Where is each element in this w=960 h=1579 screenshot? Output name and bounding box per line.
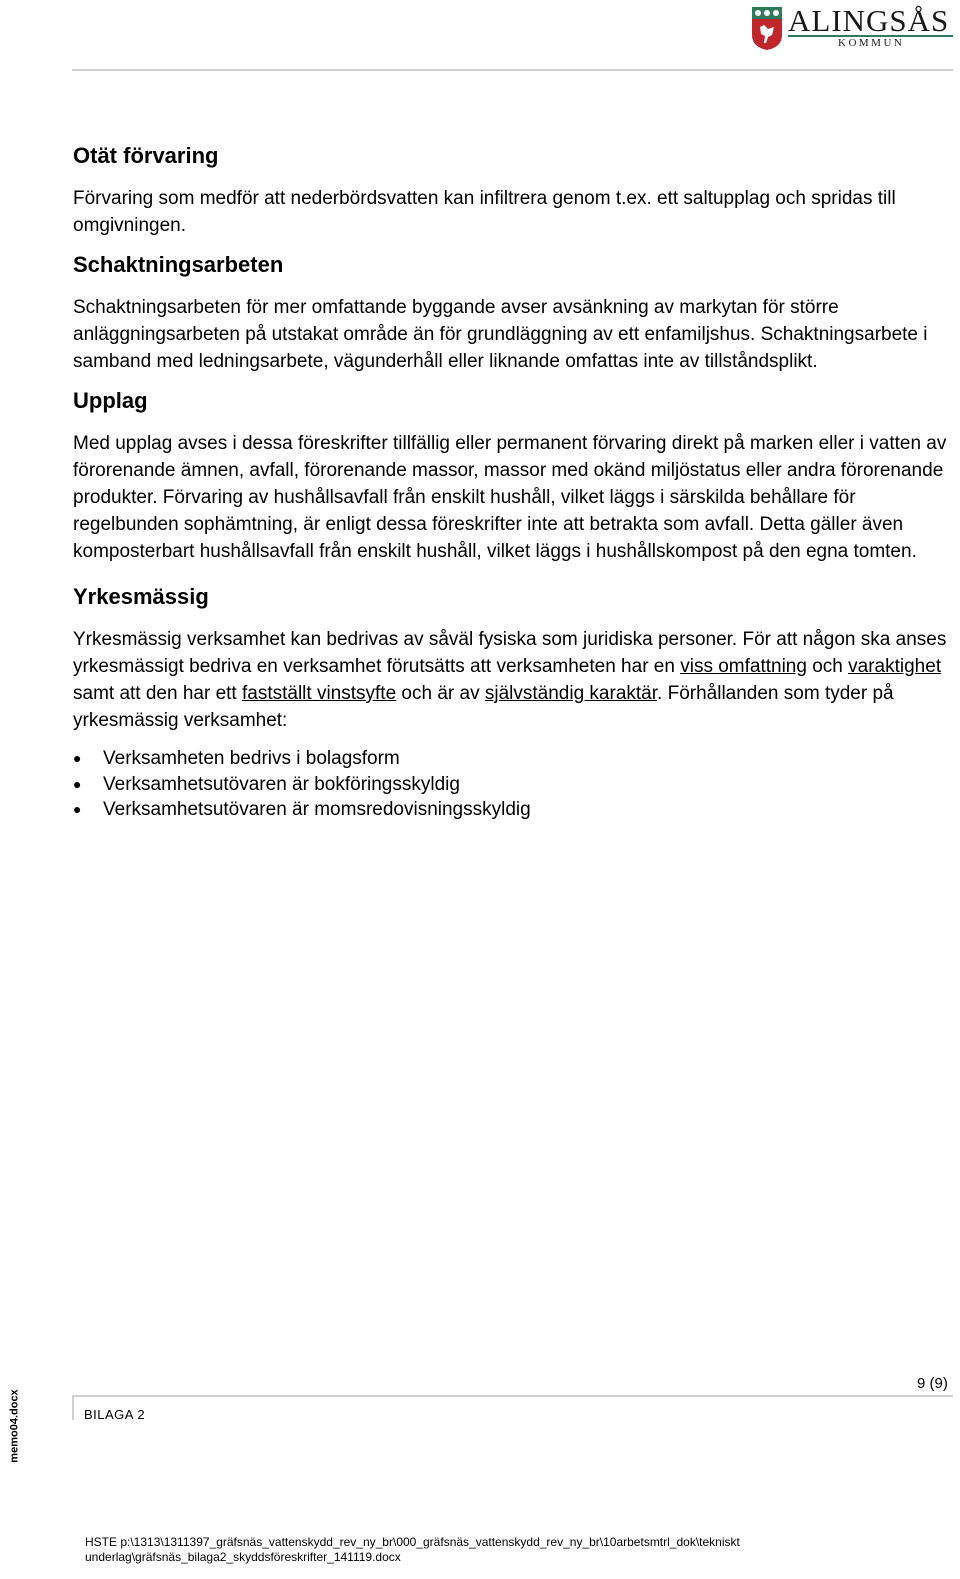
bullet-icon: ●	[73, 801, 82, 817]
logo-wordmark: ALINGSÅS	[788, 3, 950, 38]
template-name: memo04.docx	[8, 1389, 21, 1463]
page-number: 9 (9)	[917, 1375, 948, 1392]
list-item-text: Verksamheten bedrivs i bolagsform	[103, 748, 400, 769]
section-title-schaktningsarbeten: Schaktningsarbeten	[73, 252, 284, 277]
section-paragraph-schaktningsarbeten: Schaktningsarbeten för mer omfattande byggande avser avsänkning av markytan för större anläggningsarbeten på utstakat område än för grundläggning av ett enfamiljshus. Schaktningsarbete i samband med ledningsarbete, vägunderhåll eller liknande omfattas inte av tillståndsplikt.	[73, 297, 928, 372]
underlined-term: fastställt vinstsyfte	[241, 683, 397, 704]
section-title-yrkesmassig: Yrkesmässig	[73, 584, 209, 609]
underlined-term: varaktighet	[848, 656, 942, 677]
list-item	[73, 746, 953, 772]
list-item-text: Verksamhetsutövaren är bokföringsskyldig	[103, 773, 460, 795]
list-item	[73, 797, 953, 823]
attachment-label: BILAGA 2	[84, 1407, 146, 1422]
section-paragraph-yrkesmassig	[73, 626, 953, 734]
coat-of-arms-icon	[750, 5, 784, 51]
alingsas-logo	[750, 3, 955, 53]
footer-divider-vertical	[72, 1395, 74, 1420]
text-run: och är av	[396, 683, 485, 704]
section-title-upplag: Upplag	[73, 388, 148, 413]
file-path-line: underlag\gräfsnäs_bilaga2_skyddsföreskrifter_141119.docx	[85, 1550, 401, 1564]
section-paragraph-otat-forvaring: Förvaring som medför att nederbördsvatten kan infiltrera genom t.ex. ett saltupplag och spridas till omgivningen.	[73, 188, 896, 236]
footer-divider	[72, 1395, 953, 1397]
underlined-term: självständig karaktär	[484, 683, 658, 704]
text-run: Yrkesmässig verksamhet kan bedrivas av såväl fysiska som juridiska personer. För att någon ska anses yrkesmässigt bedriva en verksamhet förutsätts att verksamheten har en	[73, 629, 947, 677]
section-title-otat-forvaring: Otät förvaring	[73, 143, 219, 168]
text-run: samt att den har ett	[73, 683, 242, 704]
bullet-icon: ●	[73, 750, 82, 766]
text-run: och	[806, 656, 849, 677]
list-item-text: Verksamhetsutövaren är momsredovisningsskyldig	[103, 799, 531, 820]
file-path-line: HSTE p:\1313\1311397_gräfsnäs_vattenskydd_rev_ny_br\000_gräfsnäs_vattenskydd_rev_ny_br\10arbetsmtrl_dok\tekniskt	[85, 1535, 740, 1549]
document-body	[73, 142, 953, 823]
header-divider	[72, 69, 953, 71]
section-paragraph-upplag: Med upplag avses i dessa föreskrifter tillfällig eller permanent förvaring direkt på marken eller i vatten av förorenande ämnen, avfall, förorenande massor, massor med okänd miljöstatus eller andra förorenande produkter. Förvaring av hushållsavfall från enskilt hushåll, vilket läggs i särskilda behållare för regelbunden sophämtning, är enligt dessa föreskrifter inte att betrakta som avfall. Detta gäller även komposterbart hushållsavfall från enskilt hushåll, vilket läggs i hushållskompost på den egna tomten.	[73, 433, 947, 562]
text-run: . Förhållanden som tyder på yrkesmässig verksamhet:	[73, 683, 894, 731]
file-path	[85, 1535, 740, 1565]
logo-subtitle: KOMMUN	[838, 37, 905, 49]
bullet-icon: ●	[73, 775, 82, 792]
underlined-term: viss omfattning	[680, 656, 807, 677]
bullet-list	[73, 746, 953, 823]
list-item	[73, 772, 953, 798]
